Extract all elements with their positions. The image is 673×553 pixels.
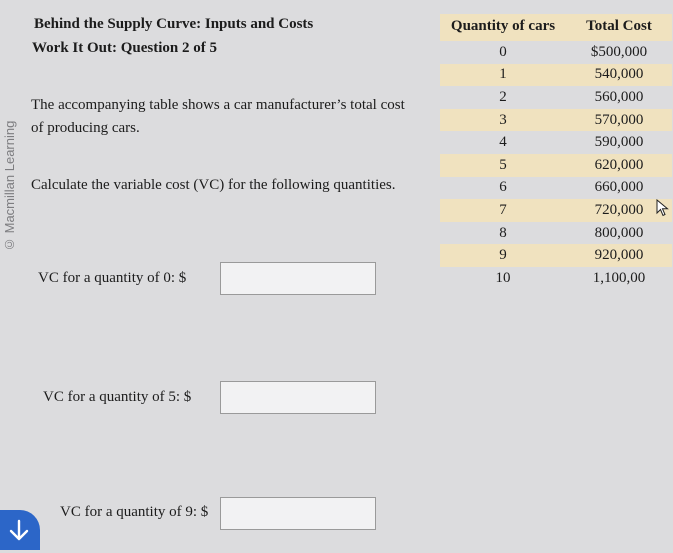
cost-cell: 570,000 <box>566 109 672 132</box>
vc-quantity-9-input[interactable] <box>220 497 376 530</box>
vc-quantity-5-label: VC for a quantity of 5: $ <box>43 389 192 405</box>
cost-cell: 920,000 <box>566 244 672 267</box>
vc-quantity-0-label: VC for a quantity of 0: $ <box>38 270 187 286</box>
cost-cell: 800,000 <box>566 222 672 245</box>
cost-cell: 660,000 <box>566 177 672 200</box>
quantity-cell: 8 <box>440 222 566 245</box>
quantity-cell: 5 <box>440 154 566 177</box>
table-row <box>440 244 672 267</box>
table-row <box>440 222 672 245</box>
table-row <box>440 109 672 132</box>
vc-quantity-9-label: VC for a quantity of 9: $ <box>60 504 209 520</box>
quantity-cell: 1 <box>440 64 566 87</box>
quantity-cell: 0 <box>440 41 566 64</box>
quantity-cell: 10 <box>440 267 566 290</box>
cost-cell: 620,000 <box>566 154 672 177</box>
cost-cell: 590,000 <box>566 131 672 154</box>
cost-cell: 720,000 <box>566 199 672 222</box>
question-progress: Work It Out: Question 2 of 5 <box>32 40 218 56</box>
cost-cell: 540,000 <box>566 64 672 87</box>
instruction-text: Calculate the variable cost (VC) for the following quantities. <box>31 177 396 193</box>
quantity-cell: 9 <box>440 244 566 267</box>
cost-cell: 560,000 <box>566 86 672 109</box>
column-header-quantity: Quantity of cars <box>440 14 566 41</box>
table-row <box>440 154 672 177</box>
table-row <box>440 267 672 290</box>
quantity-cell: 4 <box>440 131 566 154</box>
page-title: Behind the Supply Curve: Inputs and Costs <box>34 16 314 32</box>
table-row <box>440 177 672 200</box>
table-row <box>440 41 672 64</box>
total-cost-table <box>440 14 672 290</box>
scroll-down-button[interactable] <box>0 510 40 550</box>
quantity-cell: 7 <box>440 199 566 222</box>
arrow-down-icon <box>8 519 30 543</box>
pointer-cursor-icon <box>656 199 670 217</box>
column-header-total-cost: Total Cost <box>566 14 672 41</box>
table-row <box>440 131 672 154</box>
table-row <box>440 64 672 87</box>
cost-cell: $500,000 <box>566 41 672 64</box>
prompt-text-line-1: The accompanying table shows a car manufacturer’s total cost <box>31 97 405 113</box>
table-row <box>440 199 672 222</box>
copyright-watermark: © Macmillan Learning <box>2 120 17 252</box>
vc-quantity-5-input[interactable] <box>220 381 376 414</box>
table-row <box>440 86 672 109</box>
vc-quantity-0-input[interactable] <box>220 262 376 295</box>
cost-cell: 1,100,00 <box>566 267 672 290</box>
prompt-text-line-2: of producing cars. <box>31 120 140 136</box>
quantity-cell: 6 <box>440 177 566 200</box>
quantity-cell: 3 <box>440 109 566 132</box>
quantity-cell: 2 <box>440 86 566 109</box>
